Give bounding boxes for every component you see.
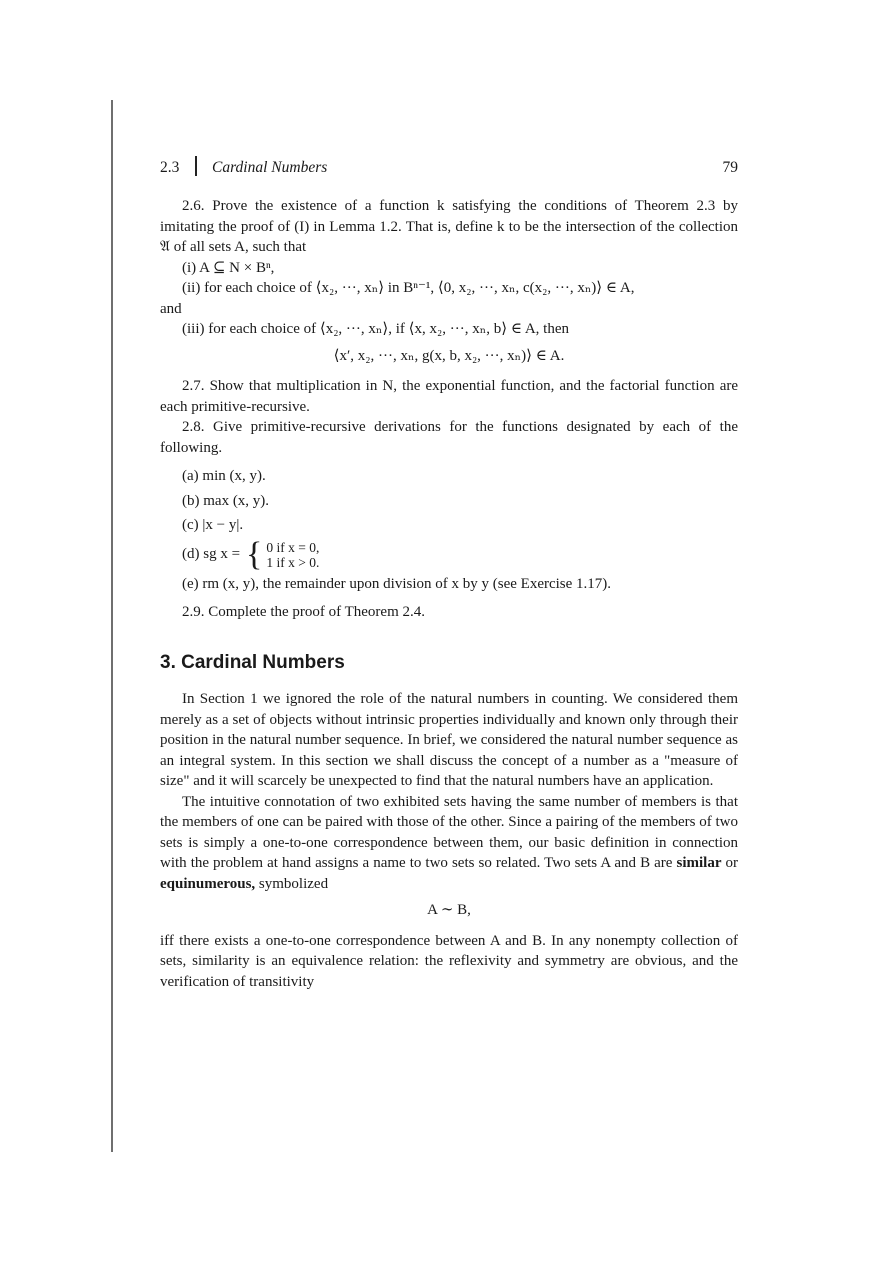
- exercise-2-8-item-a: (a) min (x, y).: [182, 468, 266, 484]
- term-equinumerous: equinumerous,: [160, 875, 256, 892]
- exercise-2-6-display-formula: ⟨x′, x₂, ···, xₙ, g(x, b, x₂, ···, xₙ)⟩ ∈ A.: [333, 347, 565, 364]
- sg-case-1: 0 if x = 0,: [266, 539, 320, 555]
- exercise-2-7: 2.7. Show that multiplication in N, the exponential function, and the factorial function are each primitive-recursive.: [160, 378, 738, 415]
- term-similar: similar: [676, 855, 722, 871]
- exercise-2-8-item-e: (e) rm (x, y), the remainder upon division of x by y (see Exercise 1.17).: [182, 575, 612, 592]
- exercise-2-8: 2.8. Give primitive-recursive derivations for the functions designated by each of the following.: [160, 419, 738, 456]
- page-number: 79: [722, 159, 738, 176]
- section-paragraph-1: In Section 1 we ignored the role of the natural numbers in counting. We considered them merely as a set of objects without intrinsic properties individually and known only through their position in the natural number sequence. In brief, we considered the natural number sequence as an integral system. In this section we shall discuss the concept of a number as a "measure of size" and it will scarcely be unexpected to find that the natural numbers have an application.: [160, 691, 738, 789]
- word-or: or: [725, 855, 739, 871]
- sg-case-2: 1 if x > 0.: [266, 554, 320, 570]
- binding-edge-line: [111, 100, 113, 1152]
- paragraph-2-end: symbolized: [258, 875, 329, 892]
- sg-cases: [266, 540, 319, 570]
- similarity-display-formula: A ∼ B,: [427, 902, 471, 918]
- exercise-2-8-item-d: [182, 535, 738, 573]
- exercise-2-9: 2.9. Complete the proof of Theorem 2.4.: [182, 604, 426, 620]
- running-title: Cardinal Numbers: [212, 159, 328, 176]
- exercise-2-6-item-i: (i) A ⊆ N × Bⁿ,: [182, 259, 275, 276]
- exercise-2-6-item-ii: (ii) for each choice of ⟨x₂, ···, xₙ⟩ in Bⁿ⁻¹, ⟨0, x₂, ···, xₙ, c(x₂, ···, xₙ)⟩ ∈ A,: [182, 280, 635, 296]
- exercise-2-8-item-c: (c) |x − y|.: [182, 517, 244, 533]
- section-paragraph-3: iff there exists a one-to-one correspondence between A and B. In any nonempty collection of sets, similarity is an equivalence relation: the reflexivity and symmetry are obvious, and the verification of transitivity: [160, 932, 738, 990]
- book-page: [160, 156, 738, 992]
- section-heading: 3. Cardinal Numbers: [160, 651, 345, 673]
- section-paragraph-2: [160, 792, 738, 895]
- section-number: 2.3: [160, 159, 180, 176]
- left-brace: {: [246, 535, 263, 573]
- exercise-2-6-item-iii: (iii) for each choice of ⟨x₂, ···, xₙ⟩, if ⟨x, x₂, ···, xₙ, b⟩ ∈ A, then: [182, 321, 570, 337]
- exercise-2-8-items: [182, 466, 738, 594]
- sg-definition-lhs: (d) sg x =: [182, 546, 241, 563]
- exercise-2-6: 2.6. Prove the existence of a function k satisfying the conditions of Theorem 2.3 by imitating the proof of (I) in Lemma 1.2. That is, define k to be the intersection of the collection 𝔄 of all sets A, such that: [160, 198, 738, 255]
- exercise-2-8-item-b: (b) max (x, y).: [182, 492, 270, 509]
- exercise-2-6-and: and: [160, 300, 182, 317]
- running-head: [160, 156, 738, 178]
- header-divider: [195, 156, 197, 176]
- paragraph-2-start: The intuitive connotation of two exhibited sets having the same number of members is that the members of one can be paired with those of the other. Since a pairing of the members of two sets is simply a one-to-one correspondence between them, our basic definition in connection with the problem at hand assigns a name to two sets so related. Two sets A and B are: [160, 793, 738, 871]
